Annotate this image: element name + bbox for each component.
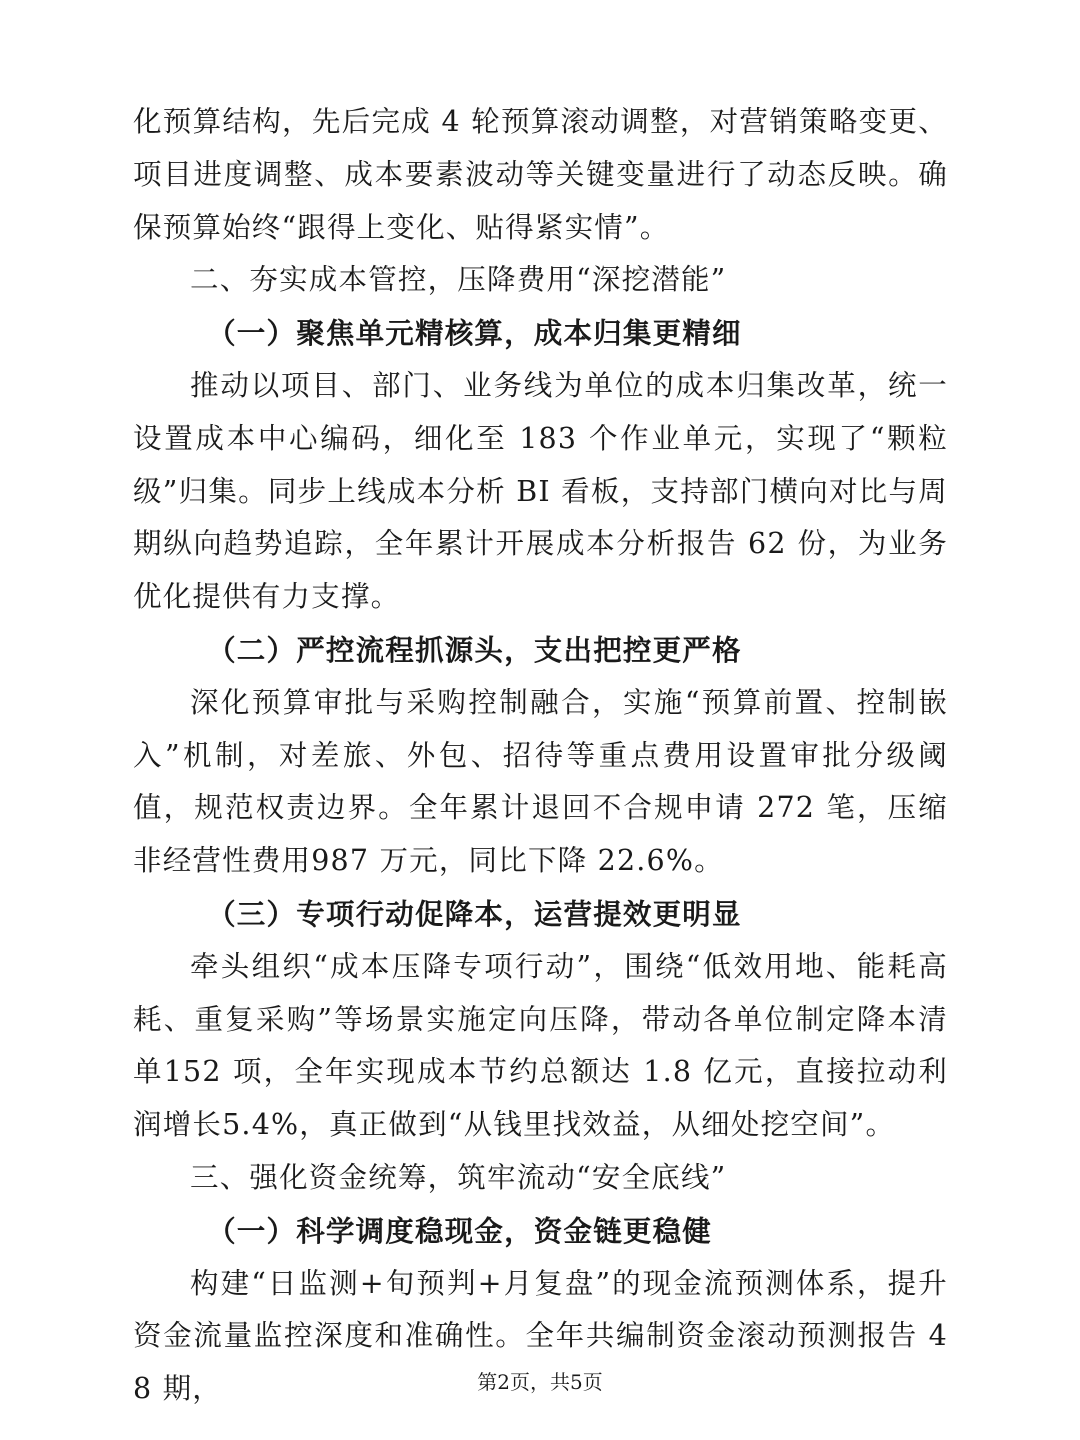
paragraph-cash-forecast: 构建“日监测+旬预判+月复盘”的现金流预测体系，提升资金流量监控深度和准确性。全年共编制资金滚动预测报告 48 期， bbox=[133, 1266, 948, 1406]
paragraph-expense-control: 深化预算审批与采购控制融合，实施“预算前置、控制嵌入”机制，对差旅、外包、招待等重点费用设置审批分级阈值，规范权责边界。全年累计退回不合规申请 272 笔，压缩非经营性费用987 万元，同比下降 22.6%。 bbox=[133, 685, 948, 878]
paragraph-cost-reduction: 牵头组织“成本压降专项行动”，围绕“低效用地、能耗高耗、重复采购”等场景实施定向压降，带动各单位制定降本清单152 项，全年实现成本节约总额达 1.8 亿元，直接拉动利润增长5.4%，真正做到“从钱里找效益，从细处挖空间”。 bbox=[133, 949, 948, 1142]
subheading-process-control: （二）严控流程抓源头，支出把控更严格 bbox=[207, 632, 742, 667]
document-body bbox=[133, 96, 948, 1416]
subheading-unit-accounting: （一）聚焦单元精核算，成本归集更精细 bbox=[207, 316, 742, 351]
paragraph-cost-collection: 推动以项目、部门、业务线为单位的成本归集改革，统一设置成本中心编码，细化至 183 个作业单元，实现了“颗粒级”归集。同步上线成本分析 BI 看板，支持部门横向对比与周期纵向趋势追踪，全年累计开展成本分析报告 62 份，为业务优化提供有力支撑。 bbox=[133, 368, 948, 614]
section-heading-cost-control: 二、夯实成本管控，压降费用“深挖潜能” bbox=[190, 263, 727, 297]
subheading-special-action: （三）专项行动促降本，运营提效更明显 bbox=[207, 896, 742, 931]
paragraph-budget-continuation: 化预算结构，先后完成 4 轮预算滚动调整，对营销策略变更、项目进度调整、成本要素波动等关键变量进行了动态反映。确保预算始终“跟得上变化、贴得紧实情”。 bbox=[133, 105, 948, 244]
page-number-footer: 第2页，共5页 bbox=[477, 1370, 603, 1394]
section-heading-fund-coordination: 三、强化资金统筹，筑牢流动“安全底线” bbox=[190, 1160, 727, 1194]
subheading-cash-dispatch: （一）科学调度稳现金，资金链更稳健 bbox=[207, 1213, 712, 1248]
